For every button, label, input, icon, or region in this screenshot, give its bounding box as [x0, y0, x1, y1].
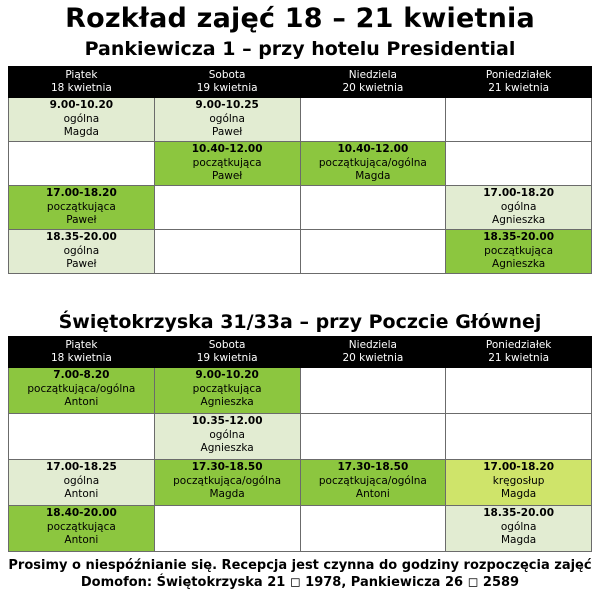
class-teacher: Antoni	[64, 488, 99, 500]
class-time	[155, 506, 300, 507]
class-slot	[9, 230, 155, 274]
class-slot	[154, 230, 300, 274]
class-time	[301, 98, 446, 99]
class-teacher: Magda	[355, 170, 391, 182]
class-slot	[300, 414, 446, 460]
day-name: Niedziela	[348, 68, 397, 81]
class-time	[446, 368, 591, 369]
class-slot	[446, 230, 592, 274]
day-name: Sobota	[208, 338, 246, 351]
class-time	[301, 368, 446, 369]
class-level: początkująca/ogólna	[173, 474, 282, 487]
day-header-sunday	[300, 67, 446, 98]
day-header-row	[9, 337, 592, 368]
class-level: początkująca	[46, 520, 116, 533]
class-time: 9.00-10.25	[195, 99, 259, 111]
day-date: 19 kwietnia	[196, 82, 258, 94]
schedule-row	[9, 98, 592, 142]
class-time	[301, 414, 446, 415]
class-time	[446, 98, 591, 99]
schedule-table-swietokrzyska	[8, 336, 592, 552]
class-slot	[154, 142, 300, 186]
class-slot	[9, 460, 155, 506]
class-level: ogólna	[500, 520, 537, 533]
class-teacher: Antoni	[64, 534, 99, 546]
schedule-row	[9, 460, 592, 506]
location-heading-swietokrzyska: Świętokrzyska 31/33a – przy Poczcie Głównej	[58, 311, 542, 333]
class-slot	[300, 230, 446, 274]
class-time: 17.30-18.50	[191, 461, 263, 473]
schedule-row	[9, 414, 592, 460]
class-level: ogólna	[209, 428, 245, 441]
class-teacher: Paweł	[66, 258, 97, 270]
class-teacher: Paweł	[211, 170, 243, 182]
class-teacher: Agnieszka	[492, 214, 546, 226]
class-time	[155, 230, 300, 231]
class-slot	[9, 414, 155, 460]
class-level: ogólna	[209, 112, 245, 125]
class-level: ogólna	[63, 244, 100, 257]
day-header-friday	[9, 337, 155, 368]
class-slot	[446, 460, 592, 506]
day-date: 20 kwietnia	[342, 352, 404, 364]
class-level: ogólna	[63, 112, 100, 125]
class-level: początkująca/ogólna	[318, 156, 427, 169]
class-level: ogólna	[63, 474, 100, 487]
day-name: Piątek	[65, 68, 98, 81]
class-teacher: Paweł	[211, 126, 243, 138]
day-header-friday	[9, 67, 155, 98]
schedule-row	[9, 142, 592, 186]
day-date: 20 kwietnia	[342, 82, 404, 94]
class-slot	[446, 142, 592, 186]
day-date: 18 kwietnia	[50, 352, 112, 364]
schedule-table-pankiewicza	[8, 66, 592, 274]
class-time: 18.40-20.00	[45, 507, 117, 519]
class-teacher: Magda	[500, 534, 537, 546]
day-header-monday	[446, 337, 592, 368]
class-time	[301, 506, 446, 507]
class-level: początkująca	[46, 200, 116, 213]
day-date: 18 kwietnia	[50, 82, 112, 94]
class-time: 18.35-20.00	[45, 231, 117, 243]
class-time: 10.40-12.00	[337, 143, 409, 155]
class-level: ogólna	[500, 200, 537, 213]
class-slot	[9, 98, 155, 142]
class-time: 17.00-18.25	[45, 461, 117, 473]
class-teacher: Paweł	[66, 214, 97, 226]
class-slot	[300, 142, 446, 186]
class-level: początkująca	[484, 244, 554, 257]
class-slot	[446, 368, 592, 414]
class-slot	[9, 368, 155, 414]
day-header-monday	[446, 67, 592, 98]
day-date: 21 kwietnia	[488, 352, 550, 364]
class-level: początkująca/ogólna	[318, 474, 427, 487]
schedule-row	[9, 230, 592, 274]
day-name: Niedziela	[348, 338, 397, 351]
class-time	[9, 142, 154, 143]
class-level: początkująca/ogólna	[27, 382, 136, 395]
class-level: początkująca	[192, 382, 262, 395]
class-teacher: Agnieszka	[200, 442, 254, 454]
class-time	[446, 414, 591, 415]
class-slot	[9, 186, 155, 230]
day-date: 19 kwietnia	[196, 352, 258, 364]
class-teacher: Antoni	[64, 396, 99, 408]
schedule-row	[9, 368, 592, 414]
footer-intercom: Domofon: Świętokrzyska 21 ◻ 1978, Pankiewicza 26 ◻ 2589	[80, 575, 520, 590]
page-title: Rozkład zajęć 18 – 21 kwietnia	[65, 3, 535, 34]
day-header-row	[9, 67, 592, 98]
class-slot	[154, 98, 300, 142]
day-header-sunday	[300, 337, 446, 368]
class-time	[446, 142, 591, 143]
schedule-row	[9, 506, 592, 552]
class-teacher: Antoni	[355, 488, 390, 500]
class-time: 9.00-10.20	[195, 369, 259, 381]
class-slot	[154, 186, 300, 230]
class-slot	[154, 414, 300, 460]
class-time: 17.30-18.50	[337, 461, 409, 473]
class-time: 17.00-18.20	[45, 187, 117, 199]
class-slot	[154, 368, 300, 414]
class-teacher: Magda	[63, 126, 99, 138]
class-slot	[154, 506, 300, 552]
class-teacher: Magda	[500, 488, 537, 500]
class-slot	[9, 506, 155, 552]
class-slot	[300, 460, 446, 506]
day-name: Piątek	[65, 338, 98, 351]
class-time: 17.00-18.20	[483, 461, 555, 473]
day-header-saturday	[154, 67, 300, 98]
day-name: Poniedziałek	[485, 68, 552, 81]
class-teacher: Agnieszka	[200, 396, 254, 408]
class-time	[9, 414, 154, 415]
day-name: Poniedziałek	[485, 338, 552, 351]
class-time: 10.40-12.00	[191, 143, 263, 155]
class-level: początkująca	[192, 156, 262, 169]
class-time	[301, 186, 446, 187]
day-header-saturday	[154, 337, 300, 368]
schedule-row	[9, 186, 592, 230]
location-heading-pankiewicza: Pankiewicza 1 – przy hotelu Presidential	[84, 38, 516, 60]
class-time: 9.00-10.20	[49, 99, 114, 111]
class-time: 10.35-12.00	[191, 415, 263, 427]
day-name: Sobota	[208, 68, 246, 81]
class-time: 17.00-18.20	[483, 187, 555, 199]
class-teacher: Agnieszka	[492, 258, 546, 270]
class-teacher: Magda	[209, 488, 245, 500]
class-slot	[446, 186, 592, 230]
class-slot	[9, 142, 155, 186]
class-slot	[300, 98, 446, 142]
class-slot	[154, 460, 300, 506]
class-level: kręgosłup	[492, 474, 545, 487]
day-date: 21 kwietnia	[488, 82, 550, 94]
class-time	[155, 186, 300, 187]
class-slot	[300, 186, 446, 230]
class-slot	[446, 506, 592, 552]
class-slot	[300, 506, 446, 552]
class-time	[301, 230, 446, 231]
class-time: 7.00-8.20	[53, 369, 110, 381]
class-slot	[446, 98, 592, 142]
class-time: 18.35-20.00	[483, 231, 555, 243]
class-slot	[300, 368, 446, 414]
class-time: 18.35-20.00	[483, 507, 555, 519]
footer-notice: Prosimy o niespóźnianie się. Recepcja jest czynna do godziny rozpoczęcia zajęć	[8, 558, 592, 573]
class-slot	[446, 414, 592, 460]
